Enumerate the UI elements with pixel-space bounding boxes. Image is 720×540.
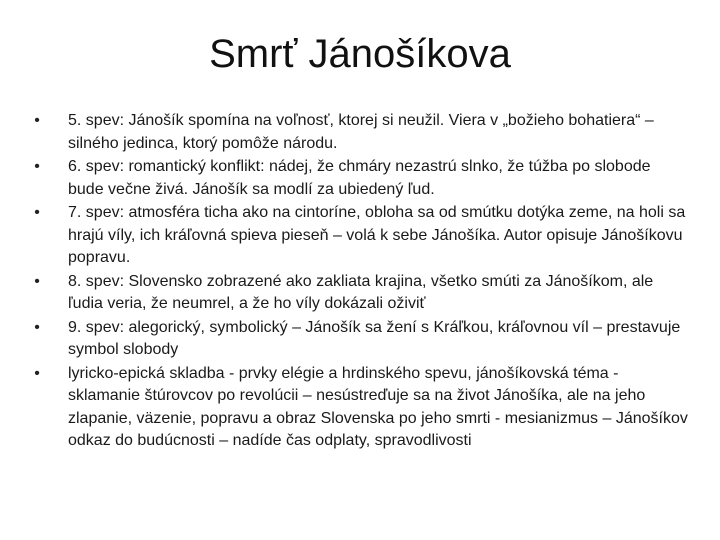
- bullet-text: 6. spev: romantický konflikt: nádej, že chmáry nezastrú slnko, že túžba po slobode bude večne živá. Jánošík sa modlí za ubiedený ľud.: [68, 158, 651, 198]
- bullet-item: [30, 271, 690, 316]
- bullet-dot-icon: •: [34, 158, 40, 175]
- bullet-text: 9. spev: alegorický, symbolický – Jánošík sa žení s Kráľkou, kráľovnou víl – prestavuje symbol slobody: [68, 318, 681, 358]
- bullet-item: [30, 363, 690, 453]
- bullet-text: 8. spev: Slovensko zobrazené ako zakliata krajina, všetko smúti za Jánošíkom, ale ľudia veria, že neumrel, a že ho víly dokázali oživiť: [68, 272, 654, 312]
- slide-title: Smrť Jánošíkova: [209, 32, 511, 76]
- bullet-dot-icon: •: [34, 364, 40, 382]
- bullet-text: lyricko-epická skladba - prvky elégie a hrdinského spevu, jánošíkovská téma - sklamanie štúrovcov po revolúcii – nesústreďuje sa na život Jánošíka, ale na jeho zlapanie, väzenie, popravu a obraz Slovenska po jeho smrti - mesianizmus – Jánošíkov odkaz do budúcnosti – nadíde čas odplaty, spravodlivosti: [68, 364, 688, 449]
- bullet-list: [30, 110, 690, 454]
- bullet-item: [30, 202, 690, 270]
- bullet-text: 5. spev: Jánošík spomína na voľnosť, ktorej si neužil. Viera v „božieho bohatiera“ – silného jedinca, ktorý pomôže národu.: [68, 112, 654, 152]
- bullet-dot-icon: •: [34, 272, 40, 290]
- bullet-item: [30, 317, 690, 362]
- bullet-item: [30, 156, 690, 201]
- bullet-item: [30, 110, 690, 155]
- bullet-text: 7. spev: atmosféra ticha ako na cintoríne, obloha sa od smútku dotýka zeme, na holi sa hrajú víly, ich kráľovná spieva pieseň – volá k sebe Jánošíka. Autor opisuje Jánošíkovu popravu.: [68, 204, 686, 266]
- bullet-dot-icon: •: [34, 112, 40, 129]
- bullet-dot-icon: •: [34, 204, 40, 221]
- bullet-dot-icon: •: [34, 318, 40, 336]
